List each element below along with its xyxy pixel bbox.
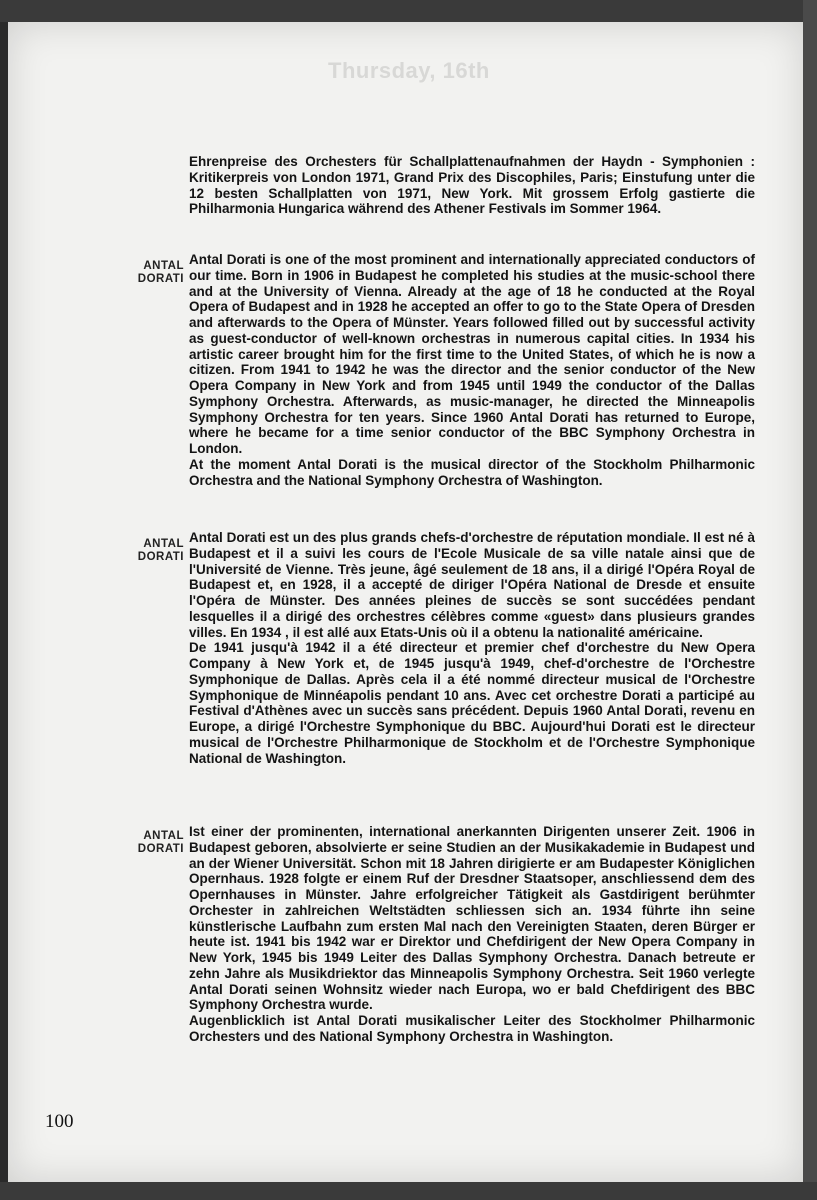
german-text	[189, 824, 755, 1045]
document-page	[8, 22, 804, 1182]
page-number: 100	[45, 1111, 74, 1132]
scan-border-bottom	[0, 1182, 817, 1200]
french-text	[189, 530, 755, 766]
intro-text	[189, 154, 755, 217]
english-paragraph-1: Antal Dorati is one of the most prominent and internationally appreciated conductors of our time. Born in 1906 in Budapest he completed his studies at the music-school there and at the University of Vienna. Already at the age of 18 he conducted at the Royal Opera of Budapest and in 1928 he accepted an offer to go to the State Opera of Dresden and afterwards to the Opera of Münster. Years followed filled out by successful activity as guest-conductor of well-known orchestras in numerous capital cities. In 1934 his artistic career brought him for the first time to the United States, of which he is now a citizen. From 1941 to 1942 he was the director and the senior conductor of the New Opera Company in New York and from 1945 until 1949 the conductor of the Dallas Symphony Orchestra. Afterwards, as music-manager, he directed the Minneapolis Symphony Orchestra for ten years. Since 1960 Antal Dorati has returned to Europe, where he became for a time senior conductor of the BBC Symphony Orchestra in London.	[189, 252, 755, 456]
english-text	[189, 252, 755, 488]
german-paragraph-2: Augenblicklich ist Antal Dorati musikalischer Leiter des Stockholmer Philharmonic Orchesters und des National Symphony Orchestra in Washington.	[189, 1013, 755, 1044]
bleed-through-header: Thursday, 16th	[328, 58, 490, 83]
german-label-last: DORATI	[137, 843, 184, 855]
german-label-first: ANTAL	[143, 830, 184, 842]
english-label-first: ANTAL	[143, 260, 184, 272]
french-paragraph-2: De 1941 jusqu'à 1942 il a été directeur et premier chef d'orchestre du New Opera Company à New York et, de 1945 jusqu'à 1949, chef-d'orchestre de l'Orchestre Symphonique de Dallas. Après cela il a été nommé directeur musical de l'Orchestre Symphonique de Minnéapolis pendant 10 ans. Avec cet orchestre Dorati a participé au Festival d'Athènes avec un succès sans précédent. Depuis 1960 Antal Dorati, revenu en Europe, a dirigé l'Orchestre Symphonique du BBC. Aujourd'hui Dorati est le directeur musical de l'Orchestre Philharmonique de Stockholm et de l'Orchestre Symphonique National de Washington.	[189, 640, 755, 766]
german-paragraph-1: Ist einer der prominenten, international anerkannten Dirigenten unserer Zeit. 1906 in Budapest geboren, absolvierte er seine Studien an der Musikakademie in Budapest und an der Wiener Universität. Schon mit 18 Jahren dirigierte er am Budapester Königlichen Opernhaus. 1928 folgte er einem Ruf der Dresdner Staatsoper, anschliessend dem des Opernhauses in Münster. Jahre erfolgreicher Tätigkeit als Gastdirigent berühmter Orchester in zahlreichen Weltstädten schliessen sich an. 1934 führte ihn seine künstlerische Laufbahn zum ersten Mal nach den Vereinigten Staaten, deren Bürger er heute ist. 1941 bis 1942 war er Direktor und Chefdirigent der New Opera Company in New York, 1945 bis 1949 Leiter des Dallas Symphony Orchestra. Danach betreute er zehn Jahre als Musikdriektor das Minneapolis Symphony Orchestra. Seit 1960 verlegte Antal Dorati seinen Wohnsitz wieder nach Europa, wo er bald Chefdirigent des BBC Symphony Orchestra wurde.	[189, 824, 755, 1013]
english-label-last: DORATI	[137, 273, 184, 285]
scan-border-right	[803, 0, 817, 1200]
german-label	[104, 830, 184, 856]
scan-border-top	[0, 0, 817, 22]
french-label	[104, 538, 184, 564]
intro-paragraph: Ehrenpreise des Orchesters für Schallplattenaufnahmen der Haydn - Symphonien : Kritikerpreis von London 1971, Grand Prix des Discophiles, Paris; Einstufung unter die 12 besten Schallplatten von 1971, New York. Mit grossem Erfolg gastierte die Philharmonia Hungarica während des Athener Festivals im Sommer 1964.	[189, 154, 755, 217]
french-label-first: ANTAL	[143, 538, 184, 550]
french-label-last: DORATI	[137, 551, 184, 563]
english-label	[104, 260, 184, 286]
english-paragraph-2: At the moment Antal Dorati is the musical director of the Stockholm Philharmonic Orchestra and the National Symphony Orchestra of Washington.	[189, 456, 755, 488]
french-paragraph-1: Antal Dorati est un des plus grands chefs-d'orchestre de réputation mondiale. Il est né à Budapest et il a suivi les cours de l'Ecole Musicale de sa ville natale ainsi que de l'Université de Vienne. Très jeune, âgé seulement de 18 ans, il a dirigé l'Opéra Royal de Budapest et, en 1928, il a accepté de diriger l'Opéra National de Dresde et ensuite l'Opéra de Münster. Des années pleines de succès se sont succédées pendant lesquelles il a dirigé des orchestres célèbres comme «guest» dans plusieurs grandes villes. En 1934 , il est allé aux Etats-Unis où il a obtenu la nationalité américaine.	[189, 530, 755, 640]
